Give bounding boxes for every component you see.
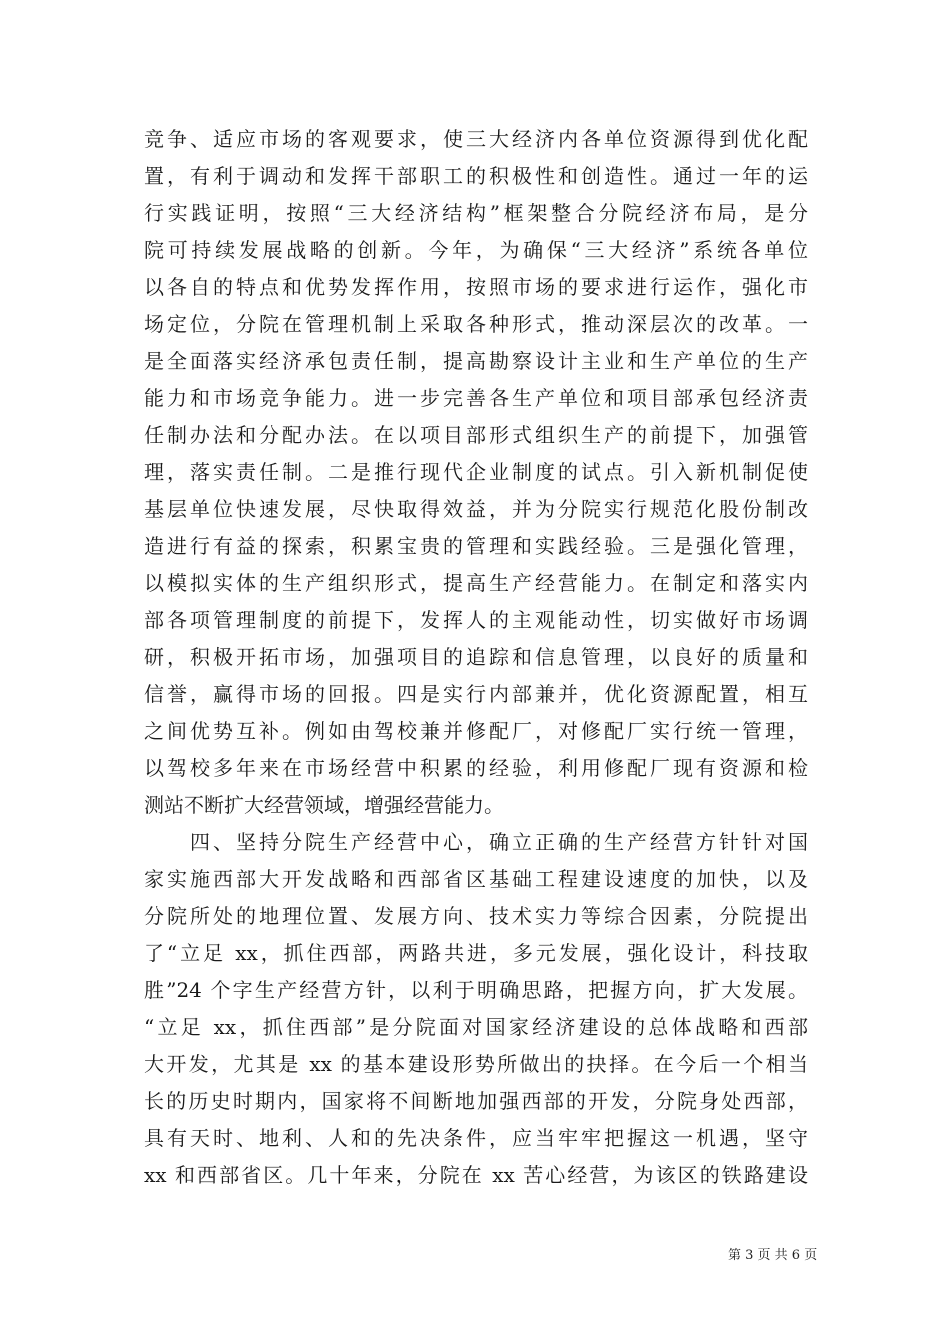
text-line: 以各自的特点和优势发挥作用，按照市场的要求进行运作，强化市 (144, 275, 808, 299)
text-line: 研，积极开拓市场，加强项目的追踪和信息管理，以良好的质量和 (144, 645, 808, 669)
document-body (144, 121, 808, 1194)
text-line: 竞争、适应市场的客观要求，使三大经济内各单位资源得到优化配 (144, 127, 808, 151)
paragraph-2 (144, 824, 808, 1194)
text-line: 以驾校多年来在市场经营中积累的经验，利用修配厂现有资源和检 (144, 756, 808, 780)
text-line: 能力和市场竞争能力。进一步完善各生产单位和项目部承包经济责 (144, 386, 808, 410)
text-line: “立足 xx，抓住西部”是分院面对国家经济建设的总体战略和西部 (144, 1015, 808, 1039)
text-line: 是全面落实经济承包责任制，提高勘察设计主业和生产单位的生产 (144, 349, 808, 373)
text-line: 之间优势互补。例如由驾校兼并修配厂，对修配厂实行统一管理， (144, 719, 808, 743)
text-line: 任制办法和分配办法。在以项目部形式组织生产的前提下，加强管 (144, 423, 808, 447)
text-line: 行实践证明，按照“三大经济结构”框架整合分院经济布局，是分 (144, 201, 808, 225)
text-line: 胜”24 个字生产经营方针，以利于明确思路，把握方向，扩大发展。 (144, 978, 808, 1002)
text-line: 分院所处的地理位置、发展方向、技术实力等综合因素，分院提出 (144, 904, 808, 928)
text-line: 长的历史时期内，国家将不间断地加强西部的开发，分院身处西部， (144, 1089, 808, 1113)
text-line: 院可持续发展战略的创新。今年，为确保“三大经济”系统各单位 (144, 238, 808, 262)
text-line: 部各项管理制度的前提下，发挥人的主观能动性，切实做好市场调 (144, 608, 808, 632)
text-line: 了“立足 xx，抓住西部，两路共进，多元发展，强化设计，科技取 (144, 941, 808, 965)
text-line: 信誉，赢得市场的回报。四是实行内部兼并，优化资源配置，相互 (144, 682, 808, 706)
text-line: 四、坚持分院生产经营中心，确立正确的生产经营方针针对国 (144, 830, 808, 854)
text-line: 造进行有益的探索，积累宝贵的管理和实践经验。三是强化管理， (144, 534, 808, 558)
text-line: xx 和西部省区。几十年来，分院在 xx 苦心经营，为该区的铁路建设 (144, 1163, 808, 1187)
text-line: 置，有利于调动和发挥干部职工的积极性和创造性。通过一年的运 (144, 164, 808, 188)
text-line: 具有天时、地利、人和的先决条件，应当牢牢把握这一机遇，坚守 (144, 1126, 808, 1150)
page-footer: 第 3 页 共 6 页 (728, 1248, 818, 1263)
text-line: 大开发，尤其是 xx 的基本建设形势所做出的抉择。在今后一个相当 (144, 1052, 808, 1076)
paragraph-1 (144, 121, 808, 824)
text-line: 以模拟实体的生产组织形式，提高生产经营能力。在制定和落实内 (144, 571, 808, 595)
text-line: 理，落实责任制。二是推行现代企业制度的试点。引入新机制促使 (144, 460, 808, 484)
text-line: 测站不断扩大经营领域，增强经营能力。 (144, 793, 504, 817)
text-line: 场定位，分院在管理机制上采取各种形式，推动深层次的改革。一 (144, 312, 808, 336)
text-line: 基层单位快速发展，尽快取得效益，并为分院实行规范化股份制改 (144, 497, 808, 521)
text-line: 家实施西部大开发战略和西部省区基础工程建设速度的加快，以及 (144, 867, 808, 891)
